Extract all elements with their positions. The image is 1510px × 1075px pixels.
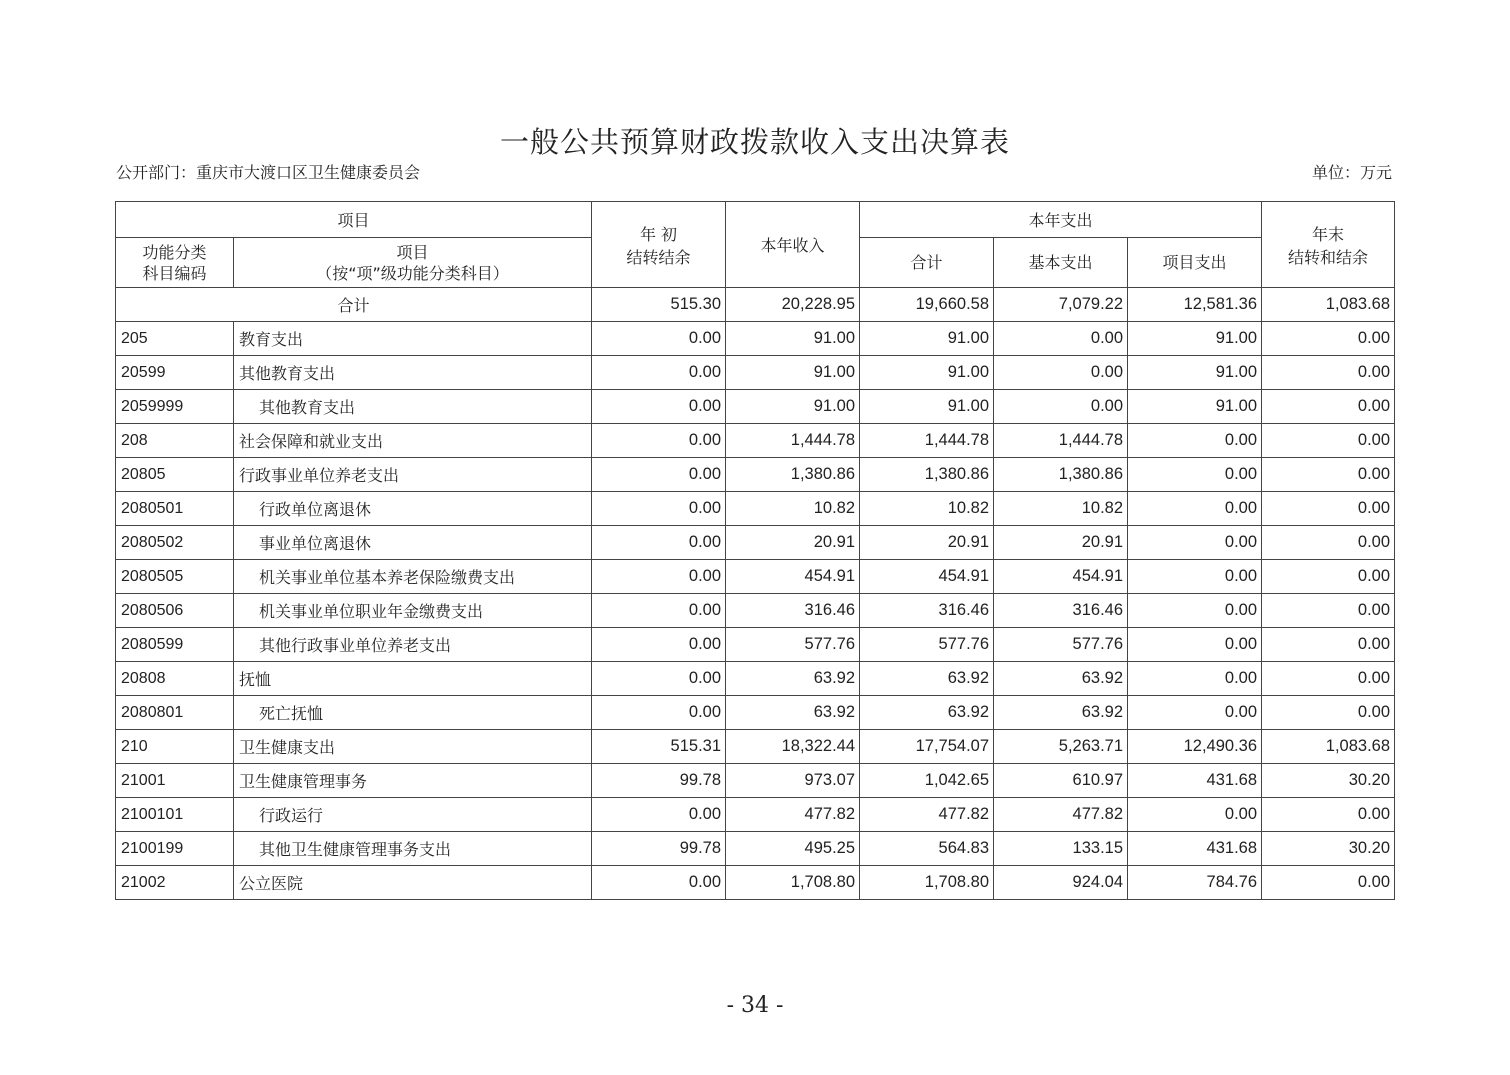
row-expense-total: 63.92 (860, 696, 994, 730)
row-income: 477.82 (726, 798, 860, 832)
row-basic: 477.82 (994, 798, 1128, 832)
row-basic: 20.91 (994, 526, 1128, 560)
row-opening: 515.31 (592, 730, 726, 764)
row-basic: 0.00 (994, 322, 1128, 356)
header-income: 本年收入 (726, 202, 860, 288)
row-name: 行政运行 (234, 798, 592, 832)
row-closing: 0.00 (1262, 696, 1395, 730)
row-opening: 0.00 (592, 526, 726, 560)
row-expense-total: 577.76 (860, 628, 994, 662)
row-code: 205 (116, 322, 234, 356)
row-code: 2100199 (116, 832, 234, 866)
row-name: 其他教育支出 (234, 390, 592, 424)
row-opening: 0.00 (592, 696, 726, 730)
row-closing: 0.00 (1262, 798, 1395, 832)
row-opening: 0.00 (592, 424, 726, 458)
row-basic: 133.15 (994, 832, 1128, 866)
row-income: 1,444.78 (726, 424, 860, 458)
row-opening: 0.00 (592, 492, 726, 526)
table-row (116, 798, 1395, 832)
row-expense-total: 63.92 (860, 662, 994, 696)
table-row (116, 390, 1395, 424)
row-opening: 0.00 (592, 798, 726, 832)
row-expense-total: 1,380.86 (860, 458, 994, 492)
row-income: 18,322.44 (726, 730, 860, 764)
row-opening: 0.00 (592, 458, 726, 492)
total-row (116, 288, 1395, 322)
table-row (116, 560, 1395, 594)
row-basic: 5,263.71 (994, 730, 1128, 764)
row-closing: 0.00 (1262, 322, 1395, 356)
total-project: 12,581.36 (1128, 288, 1262, 322)
row-expense-total: 20.91 (860, 526, 994, 560)
budget-table (115, 201, 1395, 900)
row-code: 2080501 (116, 492, 234, 526)
row-income: 454.91 (726, 560, 860, 594)
row-project: 431.68 (1128, 764, 1262, 798)
row-closing: 0.00 (1262, 458, 1395, 492)
header-closing-balance: 年末 结转和结余 (1262, 202, 1395, 288)
row-expense-total: 454.91 (860, 560, 994, 594)
row-basic: 454.91 (994, 560, 1128, 594)
row-basic: 63.92 (994, 662, 1128, 696)
row-opening: 0.00 (592, 322, 726, 356)
row-project: 0.00 (1128, 560, 1262, 594)
row-income: 91.00 (726, 356, 860, 390)
row-basic: 10.82 (994, 492, 1128, 526)
row-basic: 0.00 (994, 356, 1128, 390)
row-expense-total: 1,042.65 (860, 764, 994, 798)
row-project: 0.00 (1128, 696, 1262, 730)
row-income: 973.07 (726, 764, 860, 798)
row-opening: 0.00 (592, 560, 726, 594)
row-income: 1,708.80 (726, 866, 860, 900)
row-opening: 99.78 (592, 764, 726, 798)
row-closing: 0.00 (1262, 594, 1395, 628)
row-code: 2100101 (116, 798, 234, 832)
row-closing: 30.20 (1262, 832, 1395, 866)
row-code: 2080502 (116, 526, 234, 560)
table-row (116, 594, 1395, 628)
row-name: 事业单位离退休 (234, 526, 592, 560)
table-row (116, 322, 1395, 356)
header-total: 合计 (860, 238, 994, 288)
row-opening: 99.78 (592, 832, 726, 866)
row-name: 机关事业单位基本养老保险缴费支出 (234, 560, 592, 594)
row-income: 91.00 (726, 390, 860, 424)
row-basic: 1,380.86 (994, 458, 1128, 492)
row-code: 20805 (116, 458, 234, 492)
row-closing: 30.20 (1262, 764, 1395, 798)
row-project: 91.00 (1128, 322, 1262, 356)
row-project: 0.00 (1128, 424, 1262, 458)
row-closing: 0.00 (1262, 866, 1395, 900)
row-income: 10.82 (726, 492, 860, 526)
row-basic: 1,444.78 (994, 424, 1128, 458)
row-basic: 316.46 (994, 594, 1128, 628)
row-project: 0.00 (1128, 594, 1262, 628)
row-name: 其他卫生健康管理事务支出 (234, 832, 592, 866)
total-expense: 19,660.58 (860, 288, 994, 322)
department-label: 公开部门：重庆市大渡口区卫生健康委员会 (116, 163, 421, 182)
row-basic: 577.76 (994, 628, 1128, 662)
table-row (116, 628, 1395, 662)
row-basic: 63.92 (994, 696, 1128, 730)
row-closing: 0.00 (1262, 390, 1395, 424)
table-row (116, 492, 1395, 526)
total-basic: 7,079.22 (994, 288, 1128, 322)
header-project: 项目 （按“项”级功能分类科目） (234, 238, 592, 288)
table-row (116, 458, 1395, 492)
row-name: 社会保障和就业支出 (234, 424, 592, 458)
header-project-expense: 项目支出 (1128, 238, 1262, 288)
row-expense-total: 91.00 (860, 356, 994, 390)
row-project: 0.00 (1128, 458, 1262, 492)
row-project: 0.00 (1128, 662, 1262, 696)
row-name: 教育支出 (234, 322, 592, 356)
row-project: 0.00 (1128, 798, 1262, 832)
table-row (116, 832, 1395, 866)
row-code: 2080801 (116, 696, 234, 730)
table-row (116, 424, 1395, 458)
header-expense-group: 本年支出 (860, 202, 1262, 238)
row-opening: 0.00 (592, 356, 726, 390)
row-code: 210 (116, 730, 234, 764)
row-code: 2059999 (116, 390, 234, 424)
row-income: 20.91 (726, 526, 860, 560)
table-row (116, 730, 1395, 764)
table-row (116, 526, 1395, 560)
row-opening: 0.00 (592, 866, 726, 900)
row-code: 2080599 (116, 628, 234, 662)
row-income: 1,380.86 (726, 458, 860, 492)
row-code: 21001 (116, 764, 234, 798)
row-opening: 0.00 (592, 628, 726, 662)
row-basic: 924.04 (994, 866, 1128, 900)
total-label: 合计 (116, 288, 592, 322)
table-row (116, 662, 1395, 696)
row-project: 784.76 (1128, 866, 1262, 900)
row-expense-total: 1,444.78 (860, 424, 994, 458)
header-project-group: 项目 (116, 202, 592, 238)
total-income: 20,228.95 (726, 288, 860, 322)
row-expense-total: 91.00 (860, 322, 994, 356)
row-expense-total: 316.46 (860, 594, 994, 628)
row-code: 20808 (116, 662, 234, 696)
row-code: 208 (116, 424, 234, 458)
row-income: 577.76 (726, 628, 860, 662)
header-basic: 基本支出 (994, 238, 1128, 288)
row-expense-total: 1,708.80 (860, 866, 994, 900)
row-project: 12,490.36 (1128, 730, 1262, 764)
row-basic: 0.00 (994, 390, 1128, 424)
total-opening: 515.30 (592, 288, 726, 322)
row-income: 316.46 (726, 594, 860, 628)
row-project: 431.68 (1128, 832, 1262, 866)
unit-label: 单位：万元 (1311, 163, 1392, 182)
row-expense-total: 91.00 (860, 390, 994, 424)
row-code: 2080505 (116, 560, 234, 594)
row-income: 63.92 (726, 696, 860, 730)
row-name: 机关事业单位职业年金缴费支出 (234, 594, 592, 628)
row-project: 0.00 (1128, 526, 1262, 560)
row-project: 91.00 (1128, 390, 1262, 424)
row-name: 行政单位离退休 (234, 492, 592, 526)
row-name: 行政事业单位养老支出 (234, 458, 592, 492)
row-opening: 0.00 (592, 594, 726, 628)
row-expense-total: 564.83 (860, 832, 994, 866)
row-opening: 0.00 (592, 662, 726, 696)
row-expense-total: 477.82 (860, 798, 994, 832)
row-name: 其他教育支出 (234, 356, 592, 390)
row-expense-total: 10.82 (860, 492, 994, 526)
row-closing: 0.00 (1262, 424, 1395, 458)
page-number: - 34 - (726, 993, 784, 1018)
table-row (116, 866, 1395, 900)
row-closing: 1,083.68 (1262, 730, 1395, 764)
row-name: 公立医院 (234, 866, 592, 900)
header-code: 功能分类 科目编码 (116, 238, 234, 288)
row-name: 抚恤 (234, 662, 592, 696)
report-title: 一般公共预算财政拨款收入支出决算表 (499, 125, 1010, 159)
total-closing: 1,083.68 (1262, 288, 1395, 322)
row-code: 2080506 (116, 594, 234, 628)
row-closing: 0.00 (1262, 492, 1395, 526)
row-code: 20599 (116, 356, 234, 390)
row-closing: 0.00 (1262, 662, 1395, 696)
row-opening: 0.00 (592, 390, 726, 424)
row-code: 21002 (116, 866, 234, 900)
table-row (116, 696, 1395, 730)
row-closing: 0.00 (1262, 356, 1395, 390)
row-income: 495.25 (726, 832, 860, 866)
row-project: 0.00 (1128, 628, 1262, 662)
header-opening-balance: 年 初 结转结余 (592, 202, 726, 288)
row-closing: 0.00 (1262, 628, 1395, 662)
table-row (116, 764, 1395, 798)
row-closing: 0.00 (1262, 526, 1395, 560)
row-expense-total: 17,754.07 (860, 730, 994, 764)
row-basic: 610.97 (994, 764, 1128, 798)
row-income: 63.92 (726, 662, 860, 696)
row-income: 91.00 (726, 322, 860, 356)
row-project: 91.00 (1128, 356, 1262, 390)
row-closing: 0.00 (1262, 560, 1395, 594)
row-name: 卫生健康管理事务 (234, 764, 592, 798)
row-name: 死亡抚恤 (234, 696, 592, 730)
row-name: 其他行政事业单位养老支出 (234, 628, 592, 662)
table-row (116, 356, 1395, 390)
row-name: 卫生健康支出 (234, 730, 592, 764)
row-project: 0.00 (1128, 492, 1262, 526)
